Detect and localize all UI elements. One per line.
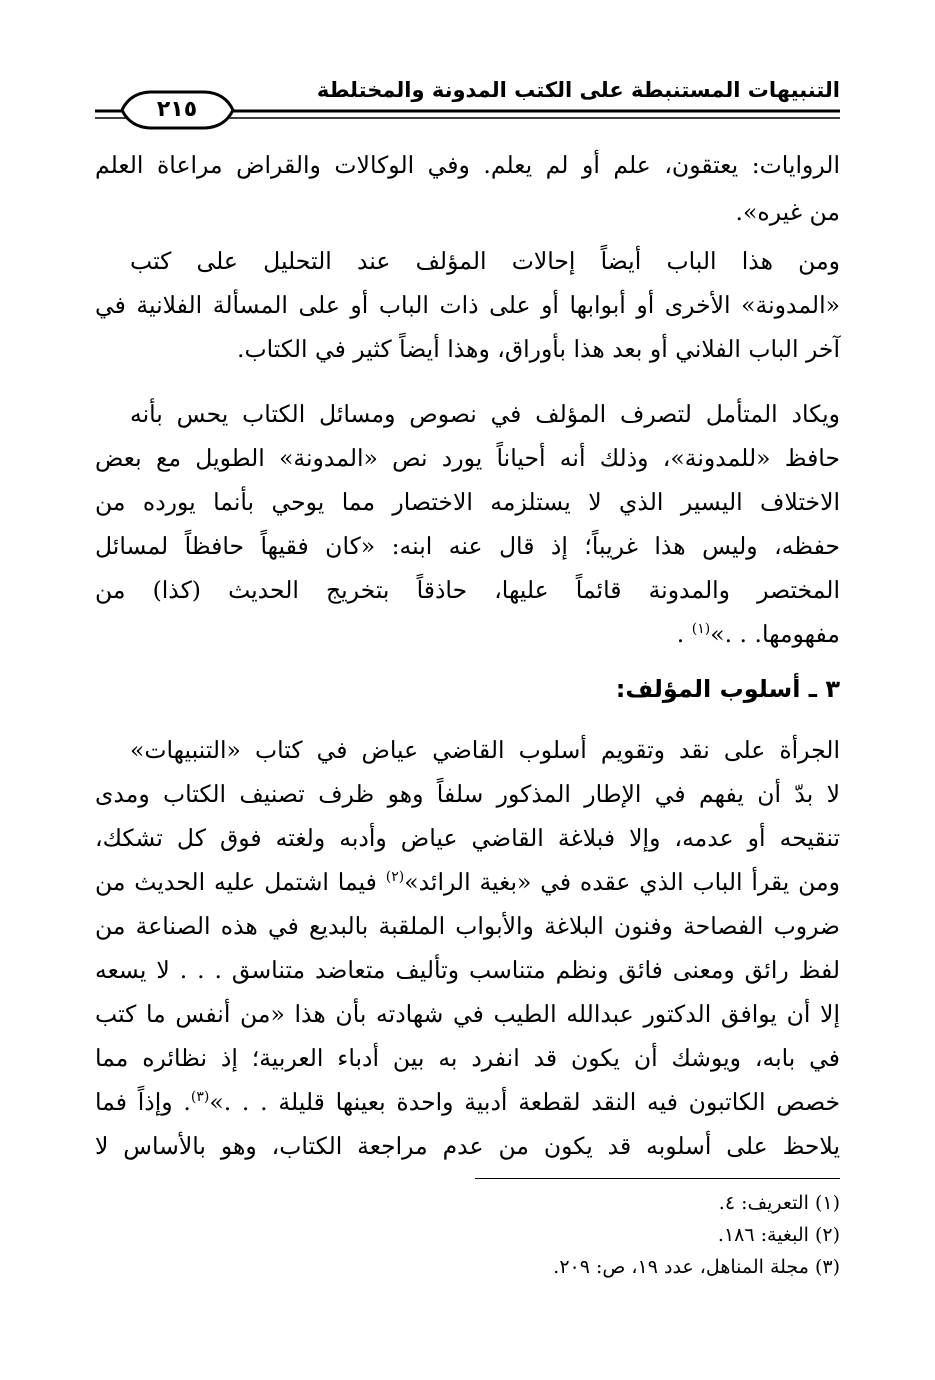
body-line: الجرأة على نقد وتقويم أسلوب القاضي عياض في كتاب «التنبيهات» xyxy=(130,736,840,764)
running-header-title: التنبيهات المستنبطة على الكتب المدونة والمختلطة xyxy=(316,78,840,102)
body-line: ضروب الفصاحة وفنون البلاغة والأبواب الملقبة بالبديع في هذه الصناعة من xyxy=(95,912,840,940)
body-line-text: ومن يقرأ الباب الذي عقده في «بغية الرائد» xyxy=(404,868,840,896)
body-line: من غيره». xyxy=(735,198,840,226)
body-line: في بابه، ويوشك أن يكون قد انفرد به بين أدباء العربية؛ إذ نظائره مما xyxy=(95,1044,840,1072)
body-line xyxy=(95,1087,840,1118)
body-line: تنقيحه أو عدمه، وإلا فبلاغة القاضي عياض وأدبه ولغته فوق كل تشكك، xyxy=(95,824,840,852)
body-line: المختصر والمدونة قائماً عليها، حاذقاً بتخريج الحديث (كذا) من xyxy=(95,576,840,604)
body-line: ويكاد المتأمل لتصرف المؤلف في نصوص ومسائل الكتاب يحس بأنه xyxy=(130,400,840,428)
body-line: «المدونة» الأخرى أو أبوابها أو على ذات الباب أو على المسألة الفلانية في xyxy=(95,291,840,319)
footnote-number: (٣) xyxy=(814,1256,840,1278)
body-line: يلاحظ على أسلوبه قد يكون من عدم مراجعة الكتاب، وهو بالأساس لا xyxy=(95,1132,840,1160)
body-line: الروايات: يعتقون، علم أو لم يعلم. وفي الوكالات والقراض مراعاة العلم xyxy=(95,151,840,179)
body-line: آخر الباب الفلاني أو بعد هذا بأوراق، وهذا أيضاً كثير في الكتاب. xyxy=(237,335,840,363)
body-line: إلا أن يوافق الدكتور عبدالله الطيب في شهادته بأن هذا «من أنفس ما كتب xyxy=(95,1000,840,1028)
body-line-text: مفهومها. . .» xyxy=(710,620,840,648)
body-line: ومن هذا الباب أيضاً إحالات المؤلف عند التحليل على كتب xyxy=(130,247,840,275)
body-line-text: . وإذاً فما xyxy=(95,1088,191,1116)
footnote xyxy=(718,1224,840,1246)
body-line xyxy=(95,867,840,898)
footnote-text: التعريف: ٤. xyxy=(718,1192,809,1214)
page-number: ٢١٥ xyxy=(156,97,198,122)
body-line: لفظ رائق ومعنى فائق ونظم متناسب وتأليف متعاضد متناسق . . . لا يسعه xyxy=(95,956,840,984)
footnote-ref: (١) xyxy=(691,621,711,638)
footnote-ref: (٣) xyxy=(190,1089,210,1106)
footnote-separator xyxy=(475,1178,840,1179)
footnote-number: (١) xyxy=(814,1192,840,1214)
section-heading: ٣ ـ أسلوب المؤلف: xyxy=(615,675,840,703)
period: . xyxy=(676,620,685,648)
body-line xyxy=(677,619,840,650)
body-line: لا بدّ أن يفهم في الإطار المذكور سلفاً وهو ظرف تصنيف الكتاب ومدى xyxy=(95,780,840,808)
footnote xyxy=(553,1256,840,1278)
footnote-number: (٢) xyxy=(814,1224,840,1246)
footnote xyxy=(719,1192,840,1214)
body-line: الاختلاف اليسير الذي لا يستلزمه الاختصار مما يوحي بأنما يورده من xyxy=(95,488,840,516)
footnote-text: مجلة المناهل، عدد ١٩، ص: ٢٠٩. xyxy=(553,1256,809,1278)
body-line: حفظه، وليس هذا غريباً؛ إذ قال عنه ابنه: «كان فقيهاً حافظاً لمسائل xyxy=(95,532,840,560)
body-line-text: خصص الكاتبون فيه النقد لقطعة أدبية واحدة بعينها قليلة . . .» xyxy=(209,1088,840,1116)
body-line-text: فيما اشتمل عليه الحديث من xyxy=(95,868,377,896)
footnote-ref: (٢) xyxy=(385,869,405,886)
footnote-text: البغية: ١٨٦. xyxy=(717,1224,809,1246)
body-line: حافظ «للمدونة»، وذلك أنه أحياناً يورد نص «المدونة» الطويل مع بعض xyxy=(95,444,840,472)
